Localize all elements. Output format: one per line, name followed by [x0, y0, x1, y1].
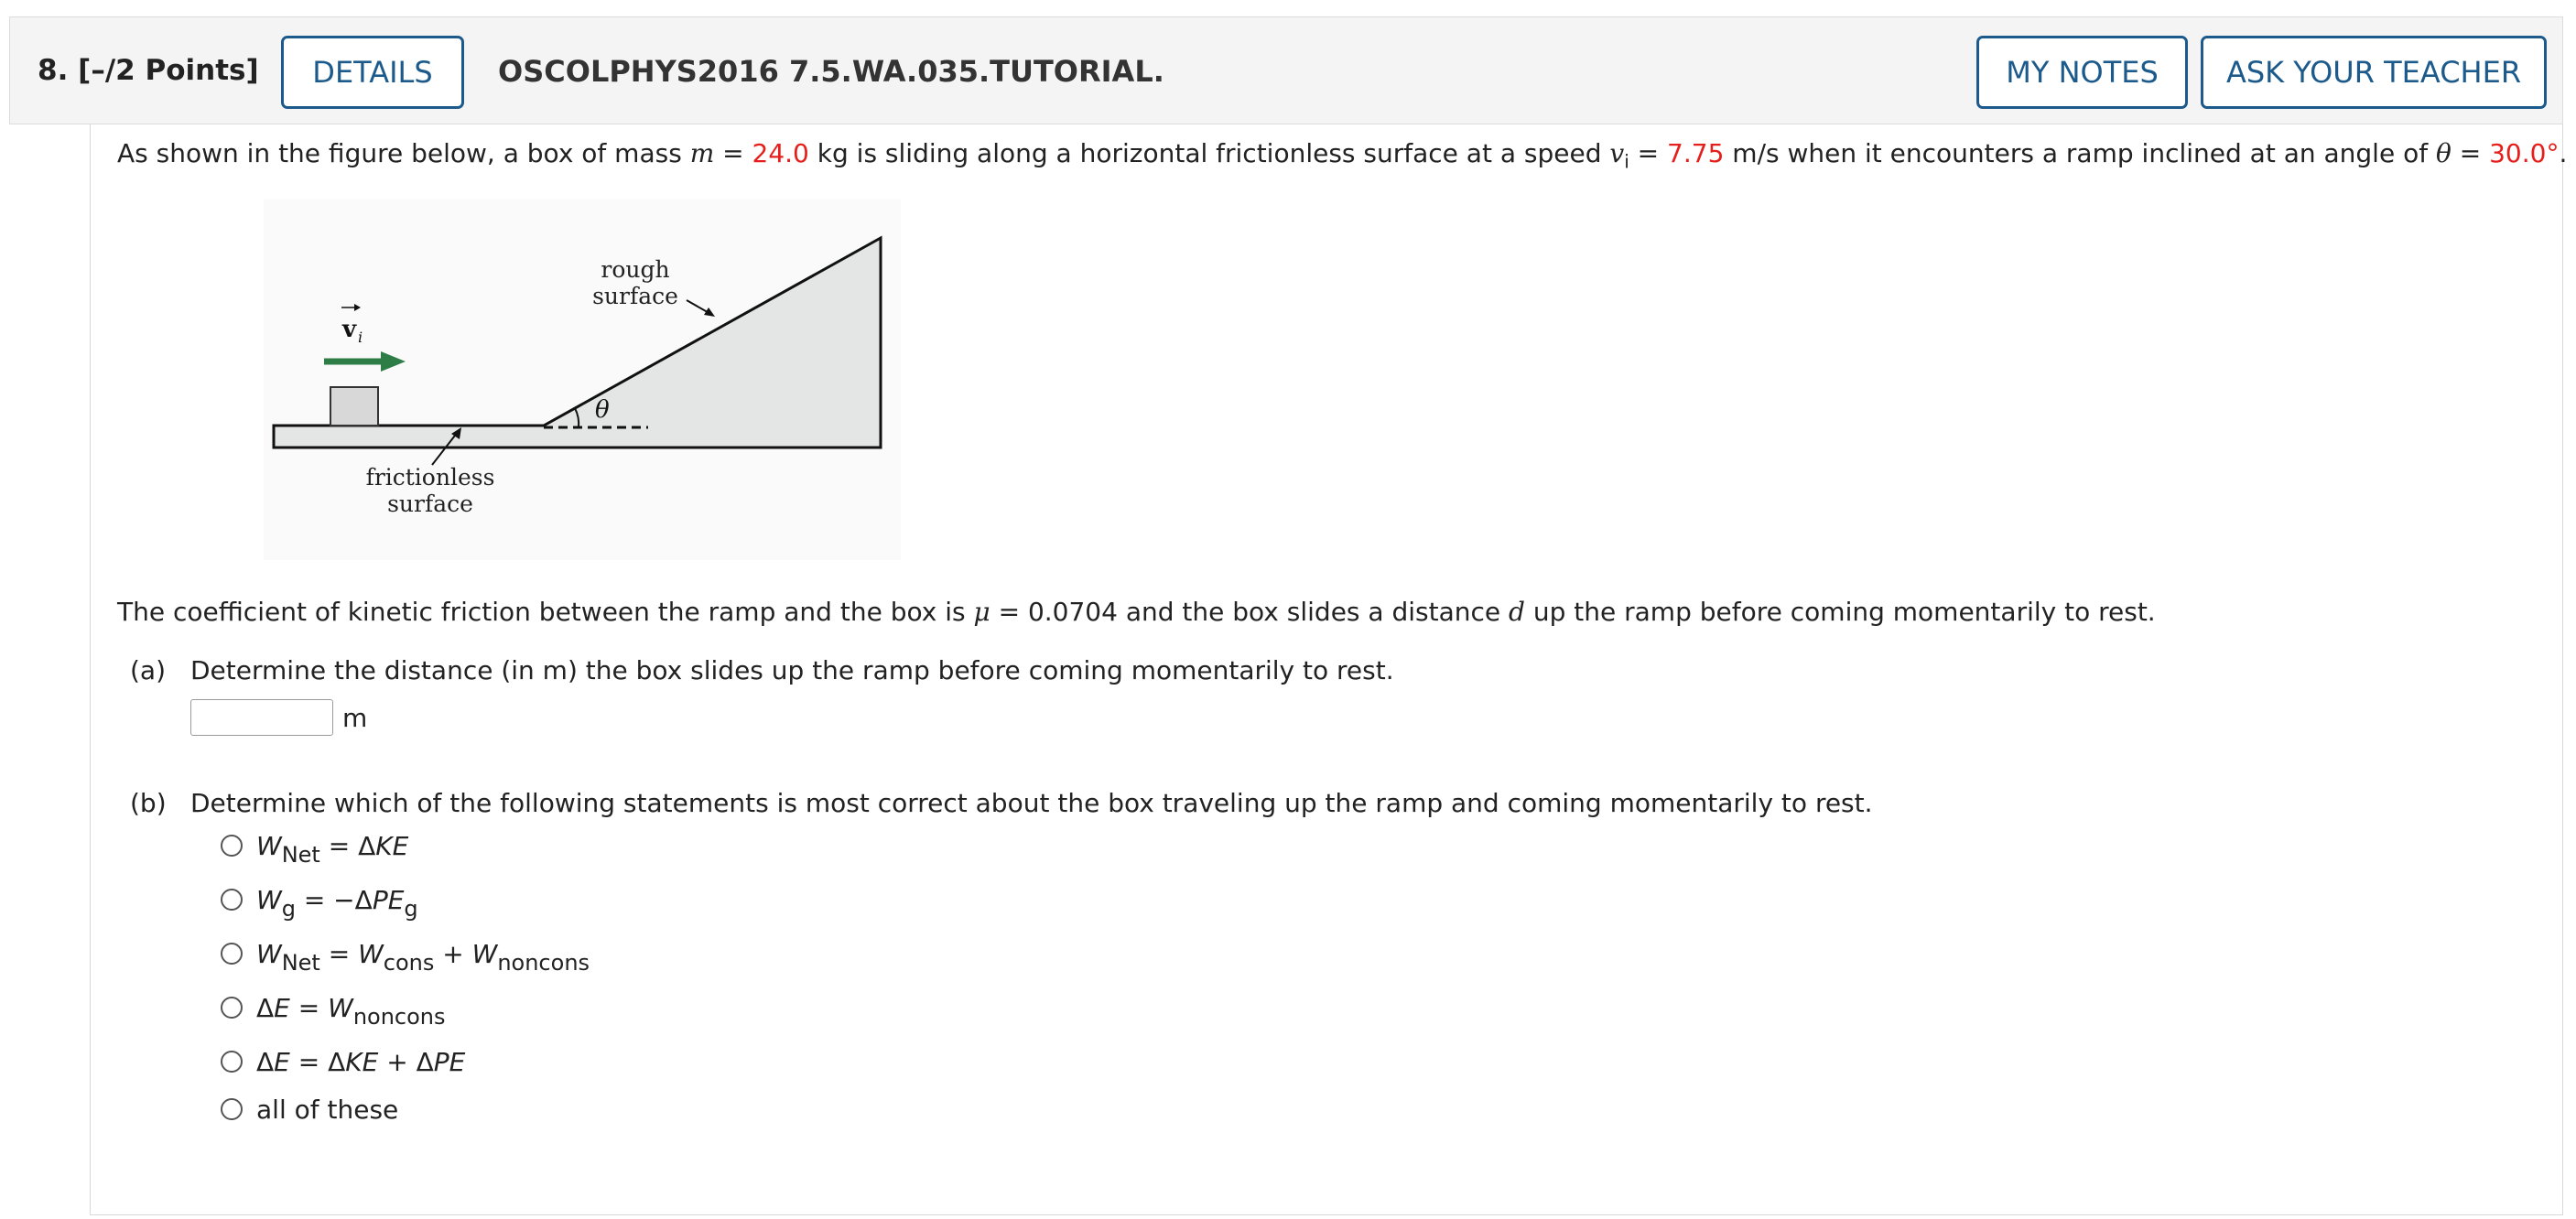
mu-equals: =	[990, 597, 1028, 627]
mass-symbol: m	[689, 138, 715, 168]
friction-part3: up the ramp before coming momentarily to rest.	[1524, 597, 2156, 627]
opt3-wnoncons: W	[471, 939, 498, 969]
opt3-w-sub: Net	[281, 950, 320, 976]
distance-symbol: d	[1509, 597, 1525, 627]
option-radio-1[interactable]	[221, 835, 243, 857]
box	[330, 387, 378, 426]
question-number: 8.	[38, 54, 69, 87]
opt1-w: W	[256, 831, 282, 861]
friction-text	[117, 597, 2156, 627]
part-a-label: (a)	[130, 655, 167, 685]
ask-your-teacher-button[interactable]: ASK YOUR TEACHER	[2201, 36, 2547, 109]
speed-symbol: v	[1609, 138, 1625, 168]
opt3-plus: +	[434, 939, 472, 969]
opt3-wcons-sub: cons	[383, 950, 435, 976]
angle-equals: =	[2451, 138, 2490, 168]
opt4-eq: =	[289, 993, 329, 1023]
option-5-label[interactable]	[256, 1047, 465, 1077]
opt4-delta: Δ	[256, 993, 275, 1023]
option-6-label[interactable]: all of these	[256, 1095, 399, 1125]
mass-value: 24.0	[752, 138, 809, 168]
part-b-question: Determine which of the following statements is most correct about the box traveling up the ramp and coming momentarily to rest.	[190, 788, 1873, 818]
question-number-points	[38, 54, 259, 87]
opt3-w: W	[256, 939, 282, 969]
option-radio-6[interactable]	[221, 1098, 243, 1120]
intro-part1: As shown in the figure below, a box of mass	[117, 138, 690, 168]
opt4-w: W	[328, 993, 353, 1023]
option-4-label[interactable]	[256, 993, 446, 1030]
opt4-e: E	[274, 993, 290, 1023]
opt5-eq: = Δ	[289, 1047, 346, 1077]
opt5-pe: PE	[433, 1047, 466, 1077]
friction-part2: and the box slides a distance	[1117, 597, 1510, 627]
angle-value: 30.0°	[2489, 138, 2560, 168]
option-2-label[interactable]	[256, 885, 418, 922]
opt2-w-sub: g	[281, 896, 296, 922]
intro-period: .	[2559, 138, 2568, 168]
angle-label: θ	[595, 396, 610, 424]
frictionless-label-line1: frictionless	[365, 464, 495, 491]
option-radio-4[interactable]	[221, 997, 243, 1019]
mu-value: 0.0704	[1027, 597, 1118, 627]
opt2-pe: PE	[372, 885, 405, 915]
points-label: [–/2 Points]	[78, 54, 259, 87]
opt2-w: W	[256, 885, 282, 915]
opt1-w-sub: Net	[281, 842, 320, 868]
opt5-plus: + Δ	[378, 1047, 434, 1077]
angle-symbol: θ	[2435, 138, 2452, 168]
opt1-ke: KE	[375, 831, 409, 861]
intro-part3: m/s when it encounters a ramp inclined at an angle of	[1724, 138, 2436, 168]
speed-value: 7.75	[1667, 138, 1725, 168]
option-radio-5[interactable]	[221, 1051, 243, 1073]
rough-label-line2: surface	[592, 283, 678, 309]
mu-symbol: μ	[973, 597, 990, 627]
rough-label-line1: rough	[601, 256, 670, 283]
opt5-ke: KE	[345, 1047, 379, 1077]
distance-answer-input[interactable]	[190, 699, 333, 736]
opt1-eq: = Δ	[319, 831, 376, 861]
option-3-label[interactable]	[256, 939, 590, 976]
part-a-question: Determine the distance (in m) the box slides up the ramp before coming momentarily to rest.	[190, 655, 1394, 685]
opt3-wnoncons-sub: noncons	[497, 950, 590, 976]
opt2-pe-sub: g	[404, 896, 418, 922]
question-header	[9, 16, 2563, 124]
velocity-subscript: i	[358, 329, 363, 346]
mass-equals: =	[714, 138, 752, 168]
distance-unit: m	[342, 703, 368, 733]
opt5-delta: Δ	[256, 1047, 275, 1077]
opt2-eq: = −Δ	[295, 885, 373, 915]
speed-equals: =	[1629, 138, 1668, 168]
speed-subscript: i	[1624, 150, 1629, 173]
velocity-label: v	[342, 316, 357, 343]
option-1-label[interactable]	[256, 831, 408, 868]
details-button[interactable]: DETAILS	[281, 36, 464, 109]
frictionless-label-line2: surface	[387, 491, 473, 517]
part-b-label: (b)	[130, 788, 167, 818]
opt3-eq: =	[319, 939, 359, 969]
friction-part1: The coefficient of kinetic friction between the ramp and the box is	[117, 597, 974, 627]
problem-code: OSCOLPHYS2016 7.5.WA.035.TUTORIAL.	[498, 54, 1164, 89]
opt5-e: E	[274, 1047, 290, 1077]
option-radio-2[interactable]	[221, 889, 243, 911]
intro-part2: kg is sliding along a horizontal frictionless surface at a speed	[808, 138, 1610, 168]
opt3-wcons: W	[358, 939, 384, 969]
intro-text	[117, 138, 2567, 173]
opt4-w-sub: noncons	[352, 1004, 446, 1030]
ramp-figure	[264, 200, 901, 560]
option-radio-3[interactable]	[221, 943, 243, 965]
my-notes-button[interactable]: MY NOTES	[1976, 36, 2188, 109]
